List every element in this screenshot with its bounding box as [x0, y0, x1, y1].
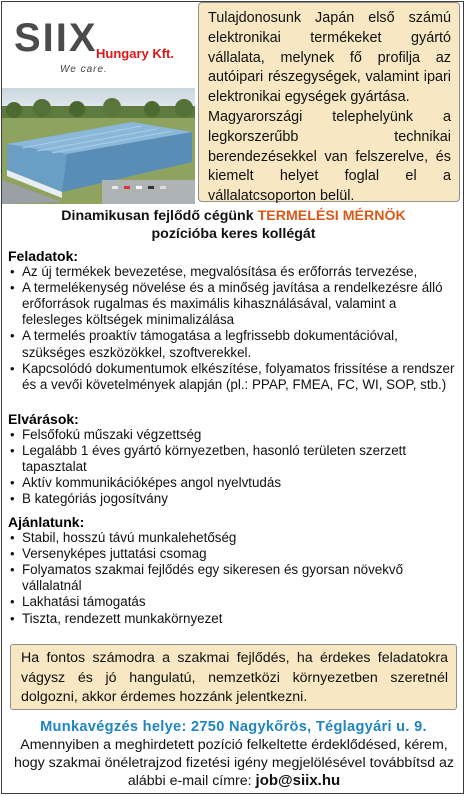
factory-photo: [2, 2, 195, 204]
logo-suffix: Hungary Kft.: [96, 46, 174, 61]
list-item: • A termelékenység növelése és a minőség javítása a rendelkezésre álló erőforrások rugalmas és maximális kihasználásával, valamint a felesleges költségek minimalizálása: [8, 280, 460, 328]
list-item: • Tiszta, rendezett munkakörnyezet: [8, 611, 460, 627]
duties-section: [8, 248, 460, 393]
logo-wordmark: SIIX: [14, 16, 98, 60]
offer-title: Ajánlatunk:: [8, 514, 85, 530]
list-item: • A termelés proaktív támogatása a legfrissebb dokumentációval, szükséges eszközökkel, szoftverekkel.: [8, 328, 460, 360]
aerial-factory-image: [2, 88, 195, 204]
workplace-address: Munkavégzés helye: 2750 Nagykőrös, Téglagyári u. 9.: [40, 719, 427, 735]
list-item: • Kapcsolódó dokumentumok elkészítése, folyamatos frissítése a rendszer és a vevői követelmények alapján (pl.: PPAP, FMEA, FC, WI, SOP, stb.): [8, 361, 460, 393]
job-headline: [0, 208, 467, 224]
company-logo: [2, 2, 195, 88]
list-item: • Lakhatási támogatás: [8, 594, 460, 610]
list-item: • Aktív kommunikációképes angol nyelvtudás: [8, 475, 460, 491]
intro-paragraph-2: Magyarországi telephelyünk a legkorszerűbb technikai berendezésekkel van felszerelve, és kiemelt helyet foglal el a vállalatcsoporton belül.: [208, 108, 451, 205]
list-item: • B kategóriás jogosítvány: [8, 491, 460, 507]
list-item: • Folyamatos szakmai fejlődés egy sikeresen és gyorsan növekvő vállalatnál: [8, 562, 460, 594]
headline-intro: Dinamikusan fejlődő cégünk: [61, 208, 258, 224]
application-instructions: [6, 737, 462, 791]
list-item: • Felsőfokú műszaki végzettség: [8, 427, 460, 443]
requirements-title: Elvárások:: [8, 411, 79, 427]
company-intro-box: [198, 2, 460, 205]
job-title: TERMELÉSI MÉRNÖK: [257, 208, 406, 224]
apply-text: Amennyiben a meghirdetett pozíció felkeltette érdeklődésed, kérem, hogy szakmai önéletrajzod fizetési igény megjelölésével továbbítsd az alábbi e-mail címre:: [13, 737, 455, 790]
list-item: • Stabil, hosszú távú munkalehetőség: [8, 530, 460, 546]
requirements-section: [8, 411, 460, 508]
list-item: • Legalább 1 éves gyártó környezetben, hasonló területen szerzett tapasztalat: [8, 443, 460, 475]
intro-paragraph-1: Tulajdonosunk Japán első számú elektronikai termékeket gyártó vállalata, melynek fő profilja az autóipari részegységek, valamint ipari elektronikai egységek gyártása.: [208, 10, 451, 106]
headline-line2: pozícióba keres kollégát: [151, 226, 316, 242]
apply-email-link[interactable]: job@siix.hu: [255, 772, 341, 790]
list-item: • Versenyképes juttatási csomag: [8, 546, 460, 562]
duties-title: Feladatok:: [8, 248, 79, 264]
closing-box: Ha fontos számodra a szakmai fejlődés, ha érdekes feladatokra vágysz és jó hangulatú, nemzetközi környezetben szeretnél dolgozni, akkor érdemes hozzánk jelentkezni.: [10, 644, 457, 710]
offer-section: [8, 514, 460, 627]
logo-tagline: We care.: [60, 64, 108, 75]
list-item: • Az új termékek bevezetése, megvalósítása és erőforrás tervezése,: [8, 264, 460, 280]
